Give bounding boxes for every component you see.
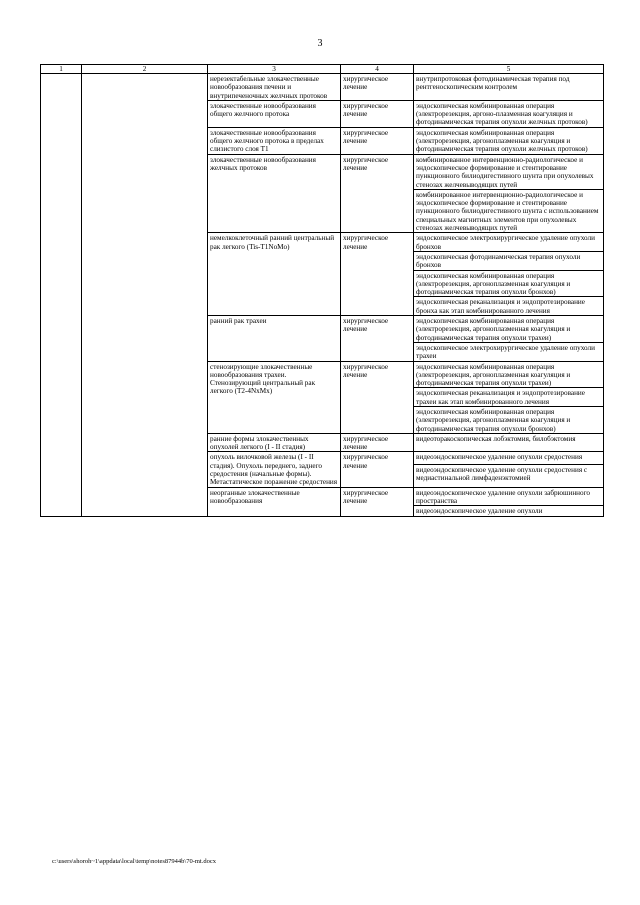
diagnosis-cell: нерезектабельные злокачественные новообразования печени и внутрипеченочных желчных протоков — [208, 74, 341, 101]
column-header: 1 — [41, 65, 82, 74]
diagnosis-cell: опухоль вилочковой железы (I - II стадия). Опухоль переднего, заднего средостения (начальные формы). Метастатическое поражение средостения — [208, 452, 341, 487]
method-cell: эндоскопическая реканализация и эндопротезирование трахеи как этап комбинированного лечения — [414, 388, 604, 407]
method-cell: эндоскопическое электрохирургическое удаление опухоли бронхов — [414, 233, 604, 252]
method-cell: видеоэндоскопическое удаление опухоли средостения — [414, 452, 604, 465]
method-cell: эндоскопическая комбинированная операция (электрорезекция, аргоноплазменная коагуляция и фотодинамическая терапия опухоли трахеи) — [414, 361, 604, 388]
treatment-cell: хирургическое лечение — [341, 100, 414, 127]
method-cell: эндоскопическая комбинированная операция (электрорезекция, аргоноплазменная коагуляция и фотодинамическая терапия опухоли бронхов) — [414, 406, 604, 433]
method-cell: эндоскопическая реканализация и эндопротезирование бронха как этап комбинированного лечения — [414, 297, 604, 316]
treatment-cell: хирургическое лечение — [341, 487, 414, 516]
treatment-cell: хирургическое лечение — [341, 452, 414, 487]
diagnosis-cell: неорганные злокачественные новообразования — [208, 487, 341, 516]
method-cell: комбинированное интервенционно-радиологическое и эндоскопическое формирование и стентирование пункционного билиодигестивного шунта с использованием специальных магнитных элементов при опухолевых стенозах желчевыводящих путей — [414, 189, 604, 232]
method-cell: эндоскопическое электрохирургическое удаление опухоли трахеи — [414, 342, 604, 361]
method-cell: эндоскопическая комбинированная операция (электрорезекция, аргоно-плазменная коагуляция и фотодинамическая терапия опухоли желчных протоков) — [414, 100, 604, 127]
method-cell: комбинированное интервенционно-радиологическое и эндоскопическое формирование и стентирование пункционного билиодигестивного шунта при опухолевых стенозах желчевыводящих путей — [414, 154, 604, 189]
method-cell: эндоскопическая комбинированная операция (электрорезекция, аргоноплазменная коагуляция и фотодинамическая терапия опухоли желчных протоков) — [414, 127, 604, 154]
diagnosis-cell: немелкоклеточный ранний центральный рак легкого (Tis-T1NoMo) — [208, 233, 341, 316]
col-2-cell — [82, 74, 208, 517]
treatment-cell: хирургическое лечение — [341, 433, 414, 452]
col-1-cell — [41, 74, 82, 517]
method-cell: видеоэндоскопическое удаление опухоли — [414, 506, 604, 516]
page-number: 3 — [317, 38, 323, 49]
treatment-cell: хирургическое лечение — [341, 233, 414, 316]
method-cell: эндоскопическая фотодинамическая терапия опухоли бронхов — [414, 251, 604, 270]
diagnosis-cell: злокачественные новообразования общего желчного протока в пределах слизистого слоя Т1 — [208, 127, 341, 154]
diagnosis-cell: стенозирующие злокачественные новообразования трахеи. Стенозирующий центральный рак легкого (T2-4NxMx) — [208, 361, 341, 433]
table-row — [41, 74, 604, 101]
diagnosis-cell: злокачественные новообразования общего желчного протока — [208, 100, 341, 127]
column-header: 2 — [82, 65, 208, 74]
method-cell: видеоэндоскопическое удаление опухоли средостения с медиастинальной лимфаденэктомией — [414, 465, 604, 488]
method-cell: видеоторакоскопическая лобэктомия, билобэктомия — [414, 433, 604, 452]
method-cell: внутрипротоковая фотодинамическая терапия под рентгеноскопическим контролем — [414, 74, 604, 101]
column-number-row — [41, 65, 604, 74]
method-cell: эндоскопическая комбинированная операция (электрорезекция, аргоноплазменная коагуляция и фотодинамическая терапия опухоли трахеи) — [414, 316, 604, 343]
treatment-cell: хирургическое лечение — [341, 361, 414, 433]
column-header: 3 — [208, 65, 341, 74]
treatment-cell: хирургическое лечение — [341, 74, 414, 101]
diagnosis-cell: злокачественные новообразования желчных протоков — [208, 154, 341, 233]
procedures-table — [40, 64, 604, 517]
diagnosis-cell: ранние формы злокачественных опухолей легкого (I - II стадия) — [208, 433, 341, 452]
treatment-cell: хирургическое лечение — [341, 154, 414, 233]
diagnosis-cell: ранний рак трахеи — [208, 316, 341, 361]
treatment-cell: хирургическое лечение — [341, 316, 414, 361]
column-header: 4 — [341, 65, 414, 74]
file-path-footer: c:\users\shoroh~1\appdata\local\temp\notes87944b\70-mt.docx — [52, 858, 216, 865]
method-cell: эндоскопическая комбинированная операция (электрорезекция, аргоноплазменная коагуляция и фотодинамическая терапия опухоли бронхов) — [414, 270, 604, 297]
method-cell: видеоэндоскопическое удаление опухоли забрюшинного пространства — [414, 487, 604, 506]
column-header: 5 — [414, 65, 604, 74]
treatment-cell: хирургическое лечение — [341, 127, 414, 154]
